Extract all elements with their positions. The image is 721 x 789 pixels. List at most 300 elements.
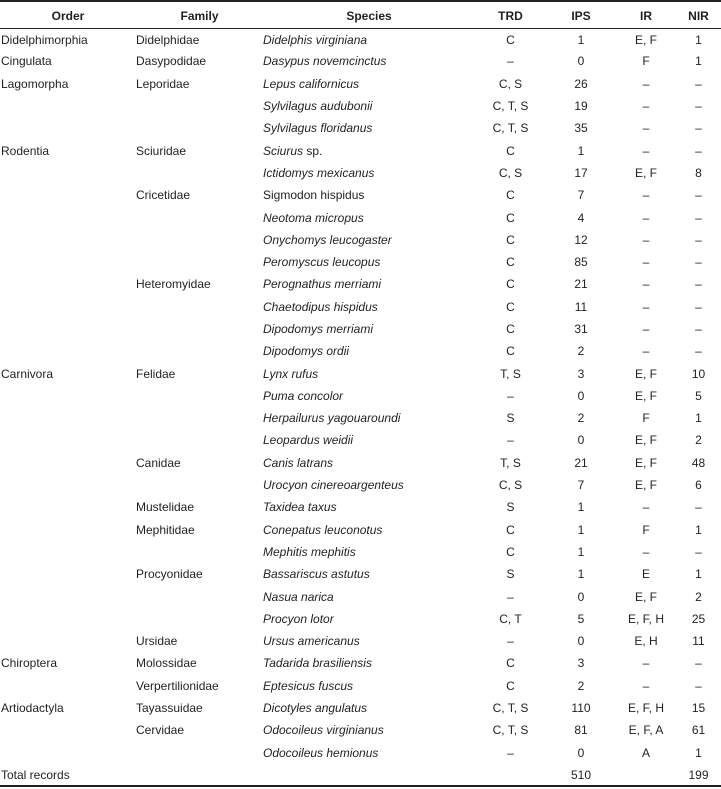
table-row — [0, 162, 721, 184]
species-cell — [263, 585, 475, 607]
ir-cell: E, F, H — [627, 611, 664, 626]
trd-cell: S — [506, 500, 515, 515]
species-cell — [263, 95, 475, 117]
family-cell: Mustelidae — [136, 500, 195, 515]
family-cell — [136, 429, 263, 451]
species-name: Eptesicus fuscus — [263, 678, 354, 693]
species-cell — [263, 117, 475, 139]
order-cell — [0, 162, 136, 184]
family-cell: Canidae — [136, 455, 181, 470]
ips-cell: 2 — [577, 344, 585, 359]
order-cell — [0, 742, 136, 764]
trd-cell: C, T, S — [492, 121, 529, 136]
header-order: Order — [51, 8, 85, 23]
nir-cell: 10 — [691, 366, 706, 381]
species-cell — [263, 385, 475, 407]
trd-cell: T, S — [500, 366, 521, 381]
ir-cell: E — [641, 567, 650, 582]
species-name: Odocoileus virginianus — [263, 723, 384, 738]
species-name: Canis latrans — [263, 455, 334, 470]
order-cell — [0, 385, 136, 407]
order-cell — [0, 474, 136, 496]
species-cell — [263, 697, 475, 719]
total-ips: 510 — [570, 767, 592, 782]
family-cell: Heteromyidae — [136, 277, 211, 292]
total-ir-cell — [616, 764, 676, 786]
species-cell — [263, 340, 475, 362]
species-name: Lynx rufus — [263, 366, 319, 381]
table-row — [0, 452, 721, 474]
table-row — [0, 73, 721, 95]
nir-cell: 1 — [695, 522, 702, 537]
ir-cell: – — [642, 344, 650, 359]
table-row — [0, 362, 721, 384]
species-name: Perognathus merriami — [263, 277, 382, 292]
order-cell: Lagomorpha — [1, 76, 69, 91]
table-row — [0, 563, 721, 585]
family-cell: Tayassuidae — [136, 701, 203, 716]
nir-cell: 15 — [691, 701, 706, 716]
ips-cell: 2 — [577, 678, 585, 693]
species-cell — [263, 742, 475, 764]
family-cell — [136, 541, 263, 563]
species-name: Odocoileus hemionus — [263, 745, 379, 760]
family-cell: Dasypodidae — [136, 54, 207, 69]
trd-cell: C, T — [499, 611, 522, 626]
order-cell — [0, 273, 136, 295]
trd-cell: T, S — [500, 455, 521, 470]
table-row — [0, 519, 721, 541]
family-cell — [136, 206, 263, 228]
table-row — [0, 50, 721, 72]
total-trd-cell — [475, 764, 546, 786]
species-cell — [263, 184, 475, 206]
family-cell — [136, 318, 263, 340]
species-name: Ictidomys mexicanus — [263, 165, 375, 180]
ir-cell: – — [642, 188, 650, 203]
order-cell — [0, 184, 136, 206]
table-row — [0, 251, 721, 273]
ir-cell: E, H — [634, 634, 658, 649]
species-name: Procyon lotor — [263, 611, 334, 626]
table-row — [0, 385, 721, 407]
header-nir: NIR — [688, 8, 709, 23]
species-name: Taxidea taxus — [263, 500, 337, 515]
ips-cell: 1 — [577, 522, 585, 537]
nir-cell: – — [695, 277, 702, 292]
species-name: Dasypus novemcinctus — [263, 54, 387, 69]
nir-cell: – — [695, 143, 702, 158]
family-cell — [136, 162, 263, 184]
table-row — [0, 541, 721, 563]
ir-cell: E, F — [634, 589, 657, 604]
nir-cell: 25 — [691, 611, 706, 626]
table-row — [0, 697, 721, 719]
nir-cell: – — [695, 322, 702, 336]
ir-cell: – — [642, 544, 650, 559]
species-cell — [263, 206, 475, 228]
family-cell — [136, 474, 263, 496]
order-cell: Didelphimorphia — [1, 33, 88, 48]
family-cell — [136, 95, 263, 117]
top-rule — [0, 0, 721, 2]
trd-cell: – — [507, 388, 514, 403]
species-cell — [263, 429, 475, 451]
species-cell — [263, 541, 475, 563]
species-name: Leopardus weidii — [263, 433, 354, 448]
ir-cell: E, F — [634, 455, 657, 470]
species-name: Neotoma micropus — [263, 210, 364, 225]
species-cell — [263, 251, 475, 273]
species-name: Urocyon cinereoargenteus — [263, 478, 404, 493]
family-cell — [136, 385, 263, 407]
table-row — [0, 652, 721, 674]
ips-cell: 0 — [577, 388, 585, 403]
trd-cell: – — [507, 433, 514, 448]
ips-cell: 1 — [577, 143, 585, 158]
species-name: Didelphis virginiana — [263, 33, 368, 48]
species-name: Herpailurus yagouaroundi — [263, 411, 401, 426]
total-label: Total records — [1, 767, 70, 782]
ips-cell: 1 — [577, 500, 585, 515]
trd-cell: – — [507, 54, 514, 69]
species-cell — [263, 73, 475, 95]
order-cell — [0, 340, 136, 362]
order-cell — [0, 206, 136, 228]
nir-cell: 61 — [691, 723, 706, 738]
ir-cell: – — [642, 76, 650, 91]
family-cell: Mephitidae — [136, 522, 195, 537]
order-cell — [0, 229, 136, 251]
nir-cell: 8 — [695, 165, 702, 180]
nir-cell: – — [695, 121, 702, 136]
ips-cell: 3 — [577, 366, 585, 381]
species-cell — [263, 496, 475, 518]
table-row — [0, 318, 721, 340]
family-cell: Procyonidae — [136, 567, 203, 582]
species-name: Sigmodon hispidus — [263, 188, 365, 203]
trd-cell: C — [506, 678, 515, 693]
nir-cell: – — [695, 544, 702, 559]
ir-cell: E, F — [634, 165, 657, 180]
nir-cell: – — [695, 299, 702, 314]
species-name: Onychomys leucogaster — [263, 232, 392, 247]
order-cell — [0, 296, 136, 318]
species-name: Sciurus — [263, 143, 304, 158]
trd-cell: – — [507, 634, 514, 649]
species-cell — [263, 474, 475, 496]
trd-cell: – — [507, 745, 514, 760]
family-cell: Felidae — [136, 366, 176, 381]
nir-cell: 1 — [695, 567, 702, 582]
species-cell — [263, 563, 475, 585]
table-row — [0, 608, 721, 630]
ips-cell: 85 — [574, 255, 588, 270]
species-cell — [263, 273, 475, 295]
family-cell — [136, 608, 263, 630]
ir-cell: – — [642, 143, 650, 158]
trd-cell: S — [506, 567, 515, 582]
family-cell: Cricetidae — [136, 188, 191, 203]
ips-cell: 5 — [577, 611, 585, 626]
nir-cell: 2 — [695, 433, 702, 448]
ips-cell: 7 — [577, 478, 585, 493]
species-name: Dipodomys merriami — [263, 322, 374, 336]
order-cell: Carnivora — [1, 366, 54, 381]
nir-cell: 48 — [691, 455, 706, 470]
ir-cell: F — [642, 522, 650, 537]
table-row — [0, 340, 721, 362]
ips-cell: 1 — [577, 33, 585, 48]
ir-cell: F — [642, 54, 650, 69]
species-name: Sylvilagus audubonii — [263, 99, 373, 114]
ir-cell: – — [642, 299, 650, 314]
species-cell — [263, 652, 475, 674]
species-name: Chaetodipus hispidus — [263, 299, 378, 314]
table-row — [0, 296, 721, 318]
family-cell — [136, 742, 263, 764]
ir-cell: E, F — [634, 478, 657, 493]
order-cell: Chiroptera — [1, 656, 58, 671]
species-name: Bassariscus astutus — [263, 567, 370, 582]
species-cell — [263, 630, 475, 652]
nir-cell: – — [695, 76, 702, 91]
table-row — [0, 117, 721, 139]
species-cell — [263, 608, 475, 630]
trd-cell: C — [506, 143, 515, 158]
ir-cell: – — [642, 322, 650, 336]
species-name: Lepus californicus — [263, 76, 360, 91]
nir-cell: – — [695, 188, 702, 203]
trd-cell: C — [506, 210, 515, 225]
table-row — [0, 585, 721, 607]
ips-cell: 26 — [574, 76, 588, 91]
table-row — [0, 206, 721, 228]
table-row — [0, 474, 721, 496]
nir-cell: 1 — [695, 745, 702, 760]
nir-cell: 6 — [695, 478, 702, 493]
nir-cell: 1 — [695, 411, 702, 426]
order-cell — [0, 95, 136, 117]
species-name: Conepatus leuconotus — [263, 522, 383, 537]
order-cell — [0, 563, 136, 585]
species-suffix: sp. — [303, 143, 323, 158]
order-cell — [0, 318, 136, 340]
species-cell — [263, 407, 475, 429]
species-cell — [263, 229, 475, 251]
order-cell — [0, 519, 136, 541]
family-cell: Leporidae — [136, 76, 190, 91]
header-row — [0, 3, 721, 28]
species-cell — [263, 162, 475, 184]
table-row — [0, 273, 721, 295]
ir-cell: – — [642, 656, 650, 671]
order-cell — [0, 719, 136, 741]
species-name: Tadarida brasiliensis — [263, 656, 372, 671]
ir-cell: E, F — [634, 433, 657, 448]
species-name: Puma concolor — [263, 388, 344, 403]
table-row — [0, 742, 721, 764]
species-name: Nasua narica — [263, 589, 334, 604]
ips-cell: 0 — [577, 634, 585, 649]
species-cell — [263, 362, 475, 384]
family-cell — [136, 340, 263, 362]
ir-cell: – — [642, 500, 650, 515]
trd-cell: C, T, S — [492, 723, 529, 738]
order-cell: Cingulata — [1, 54, 52, 69]
nir-cell: – — [695, 232, 702, 247]
table-row — [0, 229, 721, 251]
order-cell: Rodentia — [1, 143, 50, 158]
ips-cell: 3 — [577, 656, 585, 671]
ips-cell: 21 — [574, 455, 588, 470]
family-cell — [136, 229, 263, 251]
family-cell: Cervidae — [136, 723, 185, 738]
family-cell — [136, 296, 263, 318]
ips-cell: 19 — [574, 99, 588, 114]
family-cell: Sciuridae — [136, 143, 187, 158]
ips-cell: 31 — [574, 322, 588, 336]
ips-cell: 0 — [577, 433, 585, 448]
trd-cell: C — [506, 255, 515, 270]
species-name: Peromyscus leucopus — [263, 255, 381, 270]
species-cell — [263, 139, 475, 161]
ips-cell: 81 — [574, 723, 588, 738]
trd-cell: – — [507, 589, 514, 604]
ips-cell: 12 — [574, 232, 588, 247]
ir-cell: E, F — [634, 388, 657, 403]
ips-cell: 21 — [574, 277, 588, 292]
table-body — [0, 28, 721, 764]
species-cell — [263, 318, 475, 340]
trd-cell: C — [506, 299, 515, 314]
order-cell — [0, 117, 136, 139]
trd-cell: C — [506, 544, 515, 559]
species-name: Mephitis mephitis — [263, 544, 356, 559]
trd-cell: C, S — [498, 76, 523, 91]
ips-cell: 11 — [574, 299, 588, 314]
family-cell — [136, 117, 263, 139]
table-row — [0, 407, 721, 429]
total-family-cell — [136, 764, 263, 786]
total-nir: 199 — [688, 767, 709, 782]
family-cell: Didelphidae — [136, 33, 200, 48]
order-cell — [0, 251, 136, 273]
header-family: Family — [180, 8, 219, 23]
order-cell — [0, 407, 136, 429]
nir-cell: 2 — [695, 589, 702, 604]
nir-cell: 1 — [695, 54, 702, 69]
family-cell — [136, 585, 263, 607]
ir-cell: F — [642, 411, 650, 426]
ir-cell: E, F — [634, 366, 657, 381]
table-row — [0, 496, 721, 518]
species-name: Ursus americanus — [263, 634, 360, 649]
species-cell — [263, 50, 475, 72]
family-cell: Molossidae — [136, 656, 197, 671]
total-species-cell — [263, 764, 475, 786]
trd-cell: C — [506, 322, 515, 336]
order-cell — [0, 630, 136, 652]
nir-cell: 5 — [695, 388, 702, 403]
family-cell — [136, 407, 263, 429]
species-cell — [263, 452, 475, 474]
ips-cell: 0 — [577, 589, 585, 604]
ips-cell: 4 — [577, 210, 585, 225]
order-cell — [0, 675, 136, 697]
trd-cell: C — [506, 656, 515, 671]
table-row — [0, 184, 721, 206]
ir-cell: A — [641, 745, 650, 760]
species-name: Sylvilagus floridanus — [263, 121, 373, 136]
trd-cell: S — [506, 411, 515, 426]
nir-cell: – — [695, 210, 702, 225]
trd-cell: C — [506, 344, 515, 359]
nir-cell: – — [695, 656, 702, 671]
ir-cell: – — [642, 255, 650, 270]
species-cell — [263, 719, 475, 741]
ir-cell: – — [642, 210, 650, 225]
ir-cell: – — [642, 121, 650, 136]
ips-cell: 1 — [577, 544, 585, 559]
ips-cell: 110 — [571, 701, 591, 716]
trd-cell: C — [506, 33, 515, 48]
nir-cell: 11 — [692, 634, 705, 649]
trd-cell: C — [506, 277, 515, 292]
table-row — [0, 429, 721, 451]
header-ir: IR — [640, 8, 652, 23]
mammal-records-table — [0, 3, 721, 786]
ips-cell: 1 — [577, 567, 585, 582]
ir-cell: E, F, H — [627, 701, 664, 716]
table-row — [0, 95, 721, 117]
ips-cell: 0 — [577, 745, 585, 760]
header-trd: TRD — [498, 8, 523, 23]
order-cell — [0, 608, 136, 630]
order-cell — [0, 496, 136, 518]
ips-cell: 17 — [574, 165, 588, 180]
trd-cell: C, S — [498, 478, 523, 493]
table-row — [0, 630, 721, 652]
total-row — [0, 764, 721, 786]
family-cell — [136, 251, 263, 273]
ips-cell: 35 — [574, 121, 588, 136]
family-cell: Verpertilionidae — [136, 678, 219, 693]
order-cell — [0, 541, 136, 563]
nir-cell: – — [695, 678, 702, 693]
nir-cell: – — [695, 344, 702, 359]
trd-cell: C — [506, 232, 515, 247]
ir-cell: – — [642, 232, 650, 247]
trd-cell: C, T, S — [492, 701, 529, 716]
family-cell: Ursidae — [136, 634, 178, 649]
header-ips: IPS — [571, 8, 591, 23]
order-cell: Artiodactyla — [1, 701, 64, 716]
ir-cell: E, F, A — [628, 723, 664, 738]
nir-cell: – — [695, 500, 702, 515]
table-row — [0, 675, 721, 697]
ir-cell: E, F — [634, 33, 657, 48]
species-name: Dicotyles angulatus — [263, 701, 368, 716]
order-cell — [0, 429, 136, 451]
order-cell — [0, 452, 136, 474]
nir-cell: – — [695, 99, 702, 114]
order-cell — [0, 585, 136, 607]
table-row — [0, 719, 721, 741]
table-row — [0, 139, 721, 161]
species-cell — [263, 28, 475, 50]
nir-cell: 1 — [695, 33, 702, 48]
